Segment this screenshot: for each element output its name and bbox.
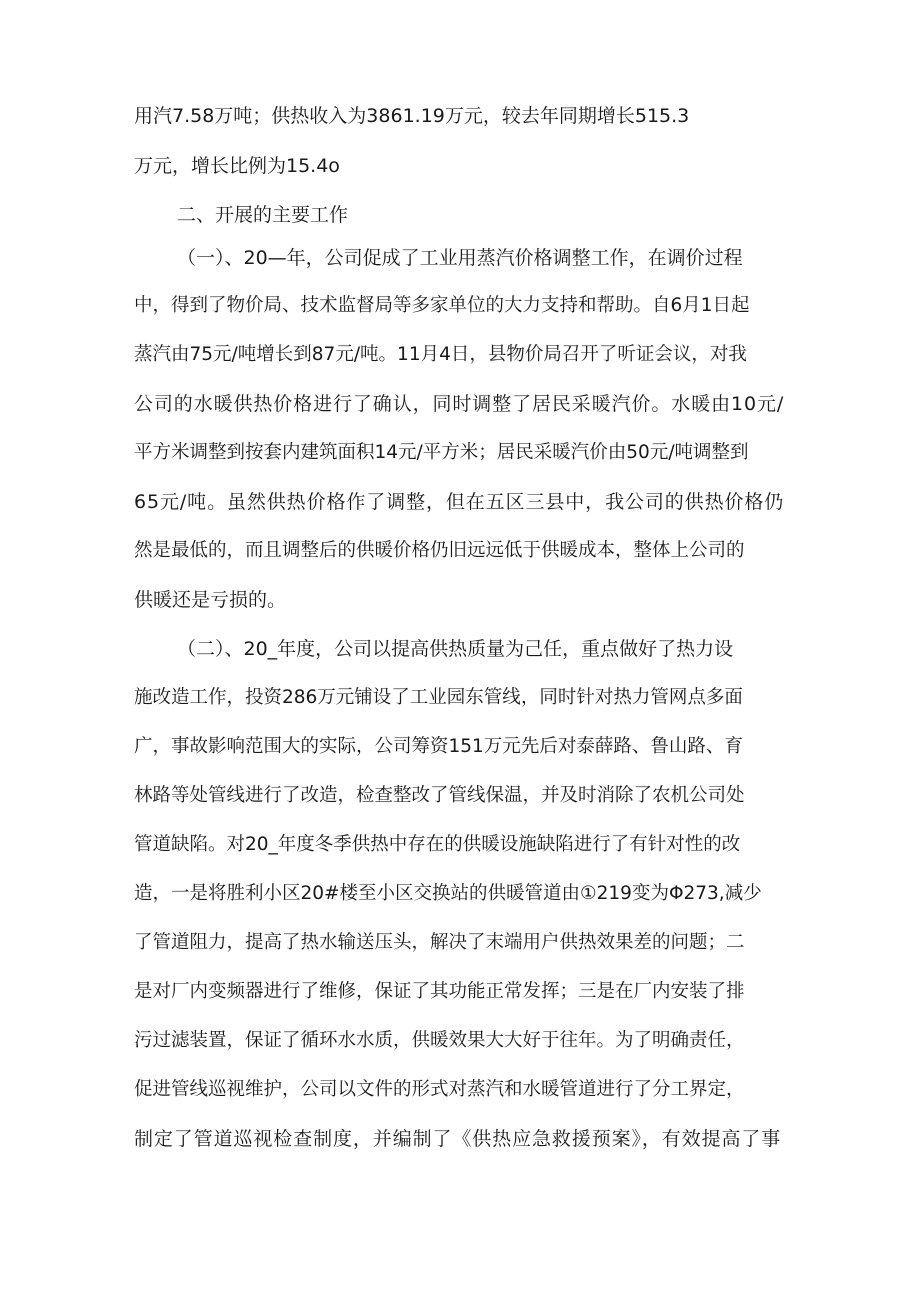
text-line: 施改造工作，投资286万元铺设了工业园东管线，同时针对热力管网点多面 <box>134 687 743 708</box>
text-line: 林路等处管线进行了改造，检查整改了管线保温，并及时消除了农机公司处 <box>134 785 745 806</box>
text-line: 中，得到了物价局、技术监督局等多家单位的大力支持和帮助。自6月1日起 <box>134 295 750 316</box>
text-line: 了管道阻力，提高了热水输送压头，解决了末端用户供热效果差的问题；二 <box>134 932 745 953</box>
text-line: 用汽7.58万吨；供热收入为3861.19万元，较去年同期增长515.3 <box>134 105 690 127</box>
text-line: 管道缺陷。对20_年度冬季供热中存在的供暖设施缺陷进行了有针对性的改 <box>134 834 741 855</box>
text-line: 然是最低的，而且调整后的供暖价格仍旧远远低于供暖成本，整体上公司的 <box>134 540 745 561</box>
text-line: 制定了管道巡视检查制度，并编制了《供热应急救援预案》，有效提高了事 <box>134 1128 782 1150</box>
text-line: （一）、20—年，公司促成了工业用蒸汽价格调整工作，在调价过程 <box>177 247 743 269</box>
text-line: 广，事故影响范围大的实际，公司筹资151万元先后对泰薛路、鲁山路、育 <box>134 736 743 757</box>
text-line: 平方米调整到按套内建筑面积14元/平方米；居民采暖汽价由50元/吨调整到 <box>134 442 749 463</box>
text-line: 造，一是将胜利小区20#楼至小区交换站的供暖管道由①219变为Φ273,减少 <box>134 883 762 904</box>
text-line: 污过滤装置，保证了循环水水质，供暖效果大大好于往年。为了明确责任， <box>134 1030 745 1051</box>
text-line: 公司的水暖供热价格进行了确认，同时调整了居民采暖汽价。水暖由10元/ <box>134 393 785 415</box>
section-heading: 二、开展的主要工作 <box>177 204 349 226</box>
text-line: （二）、20_年度，公司以提高供热质量为己任，重点做好了热力设 <box>177 638 734 660</box>
text-line: 万元，增长比例为15.4o <box>134 155 340 177</box>
text-line: 65元/吨。虽然供热价格作了调整，但在五区三县中，我公司的供热价格仍 <box>134 491 785 513</box>
text-line: 是对厂内变频器进行了维修，保证了其功能正常发挥；三是在厂内安装了排 <box>134 981 745 1002</box>
text-line: 供暖还是亏损的。 <box>134 589 287 611</box>
text-line: 蒸汽由75元/吨增长到87元/吨。11月4日，县物价局召开了听证会议，对我 <box>134 344 747 365</box>
text-line: 促进管线巡视维护，公司以文件的形式对蒸汽和水暖管道进行了分工界定， <box>134 1079 745 1100</box>
